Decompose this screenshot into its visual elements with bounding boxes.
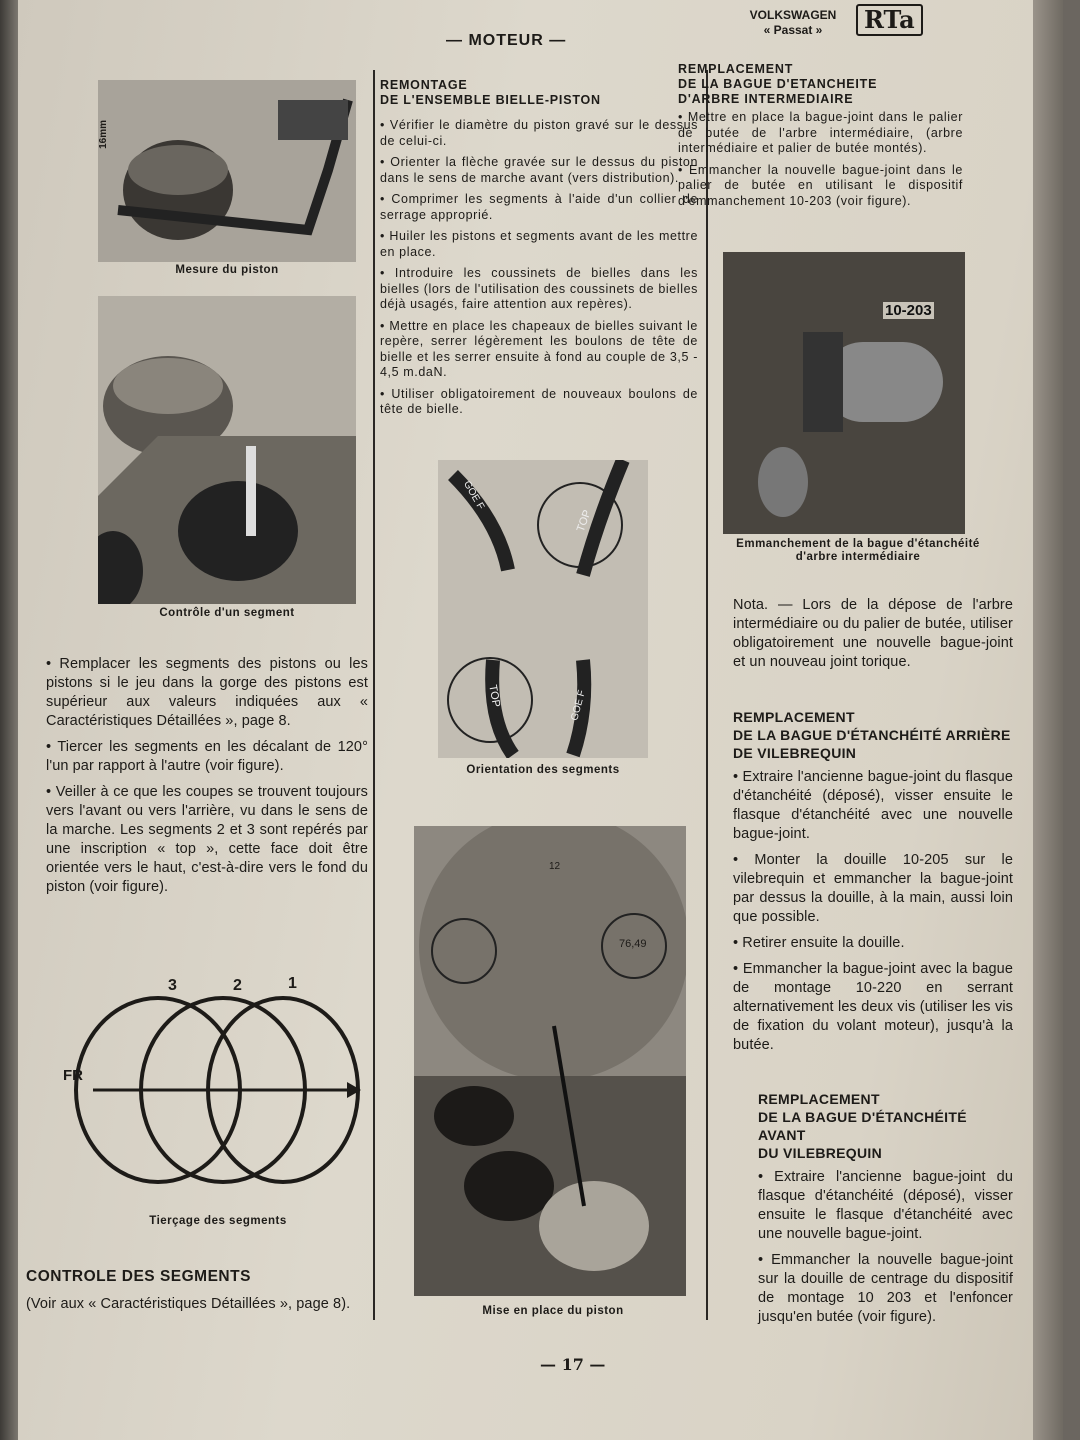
paragraph: • Emmancher la nouvelle bague-joint dans le palier de butée en utilisant le dispositif d'emmanchement 10-203 (voir figure). — [678, 162, 963, 208]
paragraph: • Vérifier le diamètre du piston gravé sur le dessus de celui-ci. — [380, 118, 698, 148]
paragraph: • Retirer ensuite la douille. — [733, 935, 905, 951]
paragraph: • Huiler les pistons et segments avant de les mettre en place. — [380, 229, 698, 259]
figure-caption: Contrôle d'un segment — [159, 607, 295, 619]
col3-text — [678, 110, 963, 215]
ring-marking: TOP — [574, 508, 594, 534]
paragraph: • Tiercer les segments en les décalant de 120° l'un par rapport à l'autre (voir figure). — [46, 739, 368, 774]
column-divider — [706, 70, 708, 1320]
section-title: REMPLACEMENT DE LA BAGUE D'ETANCHEITE D'ARBRE INTERMEDIAIRE — [678, 62, 878, 106]
ring-orientation-diagram — [438, 460, 648, 758]
section-title: REMPLACEMENT DE LA BAGUE D'ÉTANCHÉITÉ AVANT DU VILEBREQUIN — [758, 1091, 967, 1161]
figure-caption: Mesure du piston — [175, 264, 279, 276]
col2-text — [380, 118, 698, 424]
piston-measure-photo — [98, 80, 356, 262]
paragraph: • Emmancher la bague-joint avec la bague de montage 10-220 en serrant alternativement les deux vis (utiliser les vis de fixation du volant moteur), jusqu'à la butée. — [733, 961, 1013, 1053]
ring-marking: TOP — [486, 683, 503, 709]
paragraph: • Emmancher la nouvelle bague-joint sur la douille de centrage du dispositif de montage 10 203 et l'enfoncer jusqu'en butée (voir figure). — [758, 1252, 1013, 1325]
ring-marking: GOE F — [461, 479, 487, 512]
background-edge-right — [1033, 0, 1063, 1440]
dimension-label: 16mm — [98, 120, 109, 149]
ring-label: 1 — [288, 975, 297, 992]
section-title: CONTROLE DES SEGMENTS — [26, 1268, 251, 1285]
paragraph: • Introduire les coussinets de bielles dans les bielles (lors de l'utilisation des coussinets de bielles déjà usagés, faire attention aux repères). — [380, 266, 698, 311]
tool-label: 10-203 — [885, 302, 932, 319]
model-name: « Passat » — [763, 23, 823, 37]
section-title: REMONTAGE DE L'ENSEMBLE BIELLE-PISTON — [380, 78, 601, 107]
paragraph: (Voir aux « Caractéristiques Détaillées », page 8). — [26, 1296, 351, 1312]
document-page — [18, 0, 1063, 1440]
paragraph: • Utiliser obligatoirement de nouveaux boulons de tête de bielle. — [380, 386, 698, 416]
figure-caption: Mise en place du piston — [482, 1305, 624, 1317]
paragraph: • Remplacer les segments des pistons ou les pistons si le jeu dans la gorge des pistons est supérieur aux valeurs indiquées aux « Caractéristiques Détaillées », page 8. — [46, 656, 368, 729]
nota-text: Nota. — Lors de la dépose de l'arbre intermédiaire ou du palier de butée, utiliser obligatoirement une nouvelle bague-joint et un nouveau joint torique. — [733, 597, 1013, 670]
paragraph: • Monter la douille 10-205 sur le vilebrequin et emmancher la bague-joint par dessus la douille, à la main, aussi loin que possible. — [733, 852, 1013, 925]
ring-label: 2 — [233, 977, 242, 994]
paragraph: • Extraire l'ancienne bague-joint du flasque d'étanchéité (déposé), visser ensuite le flasque d'étanchéité avec une nouvelle bague-joint. — [733, 769, 1013, 842]
brand-block — [738, 8, 848, 38]
col1-text — [46, 655, 368, 904]
paragraph: • Mettre en place la bague-joint dans le palier de butée de l'arbre intermédiaire, (arbre intermédiaire et palier de butée montés). — [678, 110, 963, 155]
column-divider — [373, 70, 375, 1320]
front-seal-section — [758, 1090, 1013, 1334]
direction-label: FR — [63, 1067, 83, 1084]
paragraph: • Comprimer les segments à l'aide d'un collier de serrage approprié. — [380, 192, 698, 222]
section-text-block — [26, 1295, 366, 1321]
rta-logo: RTa — [856, 4, 923, 36]
figure-caption: Orientation des segments — [466, 764, 620, 776]
paragraph: • Orienter la flèche gravée sur le dessus du piston dans le sens de marche avant (vers distribution). — [380, 155, 698, 185]
ring-label: 3 — [168, 977, 177, 994]
figure-caption: Tierçage des segments — [149, 1215, 287, 1227]
paragraph: • Veiller à ce que les coupes se trouvent toujours vers l'avant ou vers l'arrière, vu dans le sens de la marche. Les segments 2 et 3 sont repérés par une inscription « top », cette face doit être orientée vers le haut, c'est-à-dire vers le fond du piston (voir figure). — [46, 784, 368, 895]
section-header: — MOTEUR — — [446, 32, 567, 49]
figure-caption: Emmanchement de la bague d'étanchéité d'arbre intermédiaire — [736, 538, 980, 563]
ring-marking: GOE F — [569, 689, 588, 722]
brand-name: VOLKSWAGEN — [749, 8, 837, 22]
page-number: — 17 — — [540, 1355, 606, 1374]
nota-block — [733, 596, 1013, 679]
segment-check-photo — [98, 296, 356, 604]
piston-marking: 76,49 — [619, 938, 647, 950]
paragraph: • Extraire l'ancienne bague-joint du flasque d'étanchéité (déposé), visser ensuite le flasque d'étanchéité avec une nouvelle bague-joint. — [758, 1169, 1013, 1242]
rear-seal-section — [733, 708, 1013, 1062]
piston-installation-photo — [414, 826, 686, 1296]
ring-staggering-diagram — [63, 975, 363, 1210]
piston-marking: 12 — [549, 861, 561, 872]
paragraph: • Mettre en place les chapeaux de bielles suivant le repère, serrer légèrement les boulons de tête de bielle et les serrer ensuite à fond au couple de 3,5 - 4,5 m.daN. — [380, 318, 698, 379]
intermediate-shaft-seal-photo — [723, 252, 965, 534]
section-title: REMPLACEMENT DE LA BAGUE D'ÉTANCHÉITÉ ARRIÈRE DE VILEBREQUIN — [733, 709, 1011, 761]
